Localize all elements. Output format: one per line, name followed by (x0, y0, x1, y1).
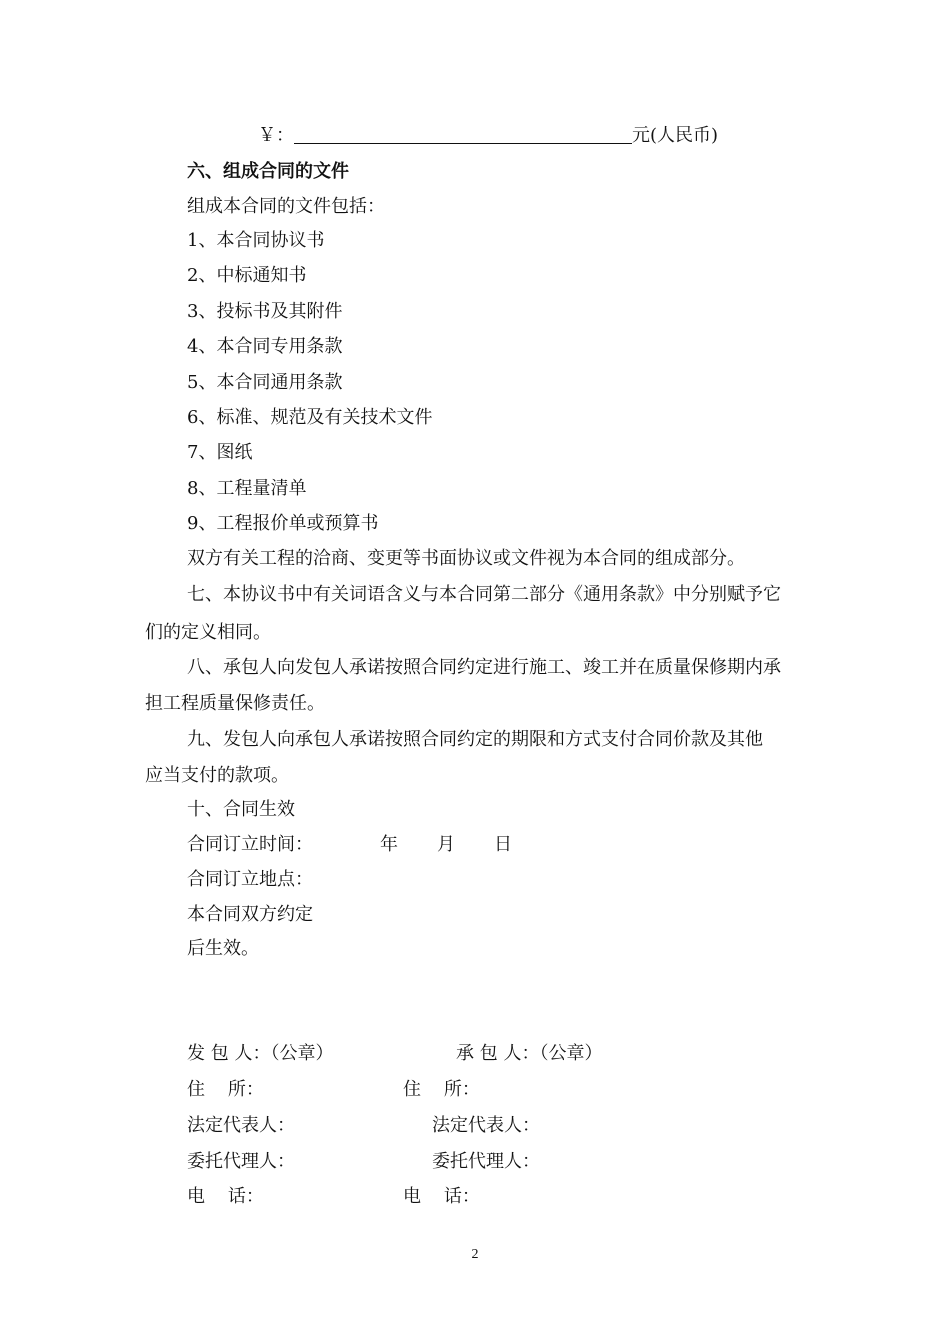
employer-address: 住 所： (187, 1079, 264, 1100)
document-list-item: 6、标准、规范及有关技术文件 (187, 407, 433, 428)
section6-intro: 组成本合同的文件包括： (187, 196, 385, 217)
contractor-legal-rep: 法定代表人： (432, 1115, 540, 1136)
signing-year: 年 (380, 834, 398, 855)
effect-line1: 本合同双方约定 (187, 904, 313, 925)
amount-prefix: ￥： (258, 125, 294, 146)
section7-line2: 们的定义相同。 (145, 622, 271, 643)
document-list-item: 1、本合同协议书 (187, 230, 325, 251)
document-list-item: 3、投标书及其附件 (187, 301, 343, 322)
employer-party: 发 包 人：（公章） (187, 1043, 334, 1064)
contractor-address: 住 所： (403, 1079, 480, 1100)
section8-line1: 八、承包人向发包人承诺按照合同约定进行施工、竣工并在质量保修期内承 (187, 657, 781, 678)
document-list-item: 2、中标通知书 (187, 265, 307, 286)
document-list-item: 5、本合同通用条款 (187, 372, 343, 393)
section7-line1: 七、本协议书中有关词语含义与本合同第二部分《通用条款》中分别赋予它 (187, 584, 781, 605)
contractor-agent: 委托代理人： (432, 1151, 540, 1172)
section9-line1: 九、发包人向承包人承诺按照合同约定的期限和方式支付合同价款及其他 (187, 729, 763, 750)
document-list-item: 9、工程报价单或预算书 (187, 513, 379, 534)
section9-line2: 应当支付的款项。 (145, 765, 289, 786)
contractor-party: 承 包 人：（公章） (456, 1043, 603, 1064)
effect-line2: 后生效。 (187, 938, 259, 959)
document-list-item: 7、图纸 (187, 442, 253, 463)
section8-line2: 担工程质量保修责任。 (145, 693, 325, 714)
employer-legal-rep: 法定代表人： (187, 1115, 295, 1136)
amount-blank (294, 125, 632, 144)
section10-heading: 十、合同生效 (187, 799, 295, 820)
contractor-phone: 电 话： (403, 1186, 480, 1207)
contract-amount-line (258, 124, 718, 148)
signing-month: 月 (437, 834, 455, 855)
page-number: 2 (471, 1247, 479, 1262)
document-list-item: 8、工程量清单 (187, 478, 307, 499)
signing-time-label: 合同订立时间： (187, 834, 313, 855)
section6-closing: 双方有关工程的洽商、变更等书面协议或文件视为本合同的组成部分。 (187, 548, 745, 569)
section6-heading: 六、组成合同的文件 (187, 161, 349, 182)
document-list-item: 4、本合同专用条款 (187, 336, 343, 357)
amount-suffix: 元(人民币) (632, 125, 719, 146)
employer-agent: 委托代理人： (187, 1151, 295, 1172)
signing-place-label: 合同订立地点： (187, 869, 313, 890)
employer-phone: 电 话： (187, 1186, 264, 1207)
signing-day: 日 (494, 834, 512, 855)
